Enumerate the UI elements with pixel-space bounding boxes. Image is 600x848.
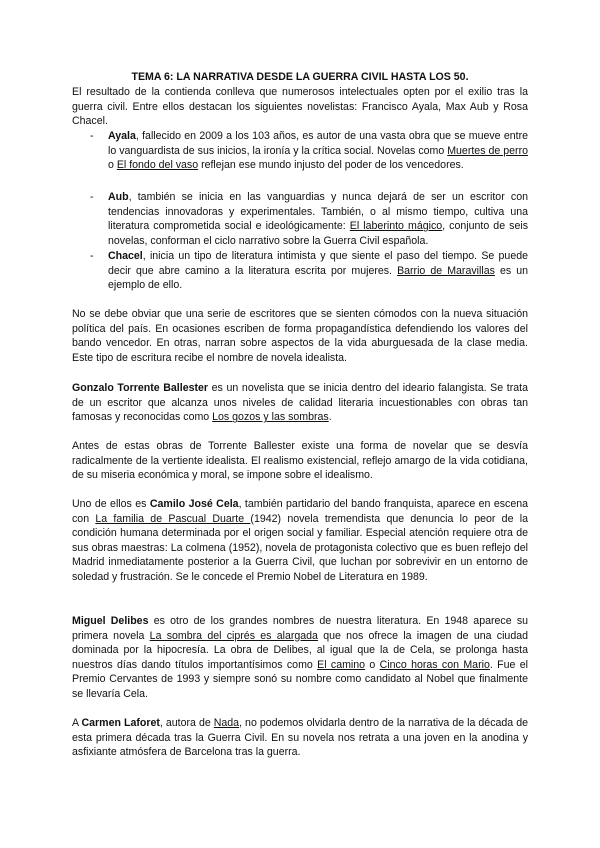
work-title: Muertes de perro (447, 144, 528, 157)
list-bullet: - (90, 191, 94, 203)
text-run: Uno de ellos es (72, 498, 150, 510)
author-name: Gonzalo Torrente Ballester (72, 382, 209, 394)
text-run: , también partidario del bando franquista, aparece en escena con (72, 498, 528, 525)
text-run: A (72, 717, 82, 729)
list-item-text (108, 190, 528, 248)
text-run: , fallecido en 2009 a los 103 años, es autor de una vasta obra que se mueve entre lo vanguardista de sus inicios, la ironía y la crítica social. Novelas como (108, 130, 528, 157)
work-title: Barrio de Maravillas (397, 264, 495, 277)
text-run: , conjunto de seis novelas, conforman el ciclo narrativo sobre la Guerra Civil española. (108, 220, 529, 247)
work-title: Nada (213, 717, 240, 729)
text-run: reflejan ese mundo injusto del poder de los vencedores. (198, 159, 464, 172)
author-name: Aub (108, 191, 129, 203)
cela-paragraph (72, 497, 528, 585)
author-name: Chacel (108, 250, 143, 262)
work-title: El laberinto mágico (349, 220, 443, 233)
delibes-paragraph (72, 614, 528, 702)
list-item-text (108, 129, 528, 173)
work-title: La familia de Pascual Duarte (95, 512, 251, 525)
intro-paragraph: El resultado de la contienda conlleva que numerosos intelectuales opten por el exilio tras la guerra civil. Entre ellos destacan los siguientes novelistas: Francisco Ayala, Max Aub y Rosa Chacel. (72, 86, 528, 128)
author-name: Camilo José Cela (149, 498, 239, 510)
text-run: , no podemos olvidarla dentro de la narrativa de la década de esta primera década tras la Guerra Civil. En su novela nos retrata a una joven en la anodina y asfixiante atmósfera de Barcelona tras la guerra. (72, 717, 528, 759)
text-run: o (108, 159, 117, 172)
list-bullet: - (90, 130, 94, 142)
list-item-text (108, 249, 528, 293)
text-run: que nos ofrece la imagen de una ciudad dominada por la hipocresía. La obra de Delibes, al igual que la de Cela, se prolonga hasta nuestros días dando títulos importantísimos como (72, 629, 528, 671)
author-name: Carmen Laforet (81, 717, 160, 729)
text-run: o (365, 658, 380, 671)
work-title: Cinco horas con Mario (379, 658, 490, 671)
text-run: es otro de los grandes nombres de nuestra literatura. En 1948 aparece su primera novela (72, 615, 529, 642)
work-title: El camino (317, 658, 366, 671)
work-title: El fondo del vaso (116, 159, 199, 172)
text-run: . (328, 411, 332, 424)
text-run: , también se inicia en las vanguardias y nunca dejará de ser un escritor con tendencias innovadoras y experimentales. También, o al mismo tiempo, cultiva una literatura comprometida social e ideológicamente: (108, 191, 528, 233)
work-title: Los gozos y las sombras (212, 411, 329, 424)
text-run: es un ejemplo de ello. (108, 264, 528, 292)
antes-paragraph: Antes de estas obras de Torrente Ballester existe una forma de novelar que se desvía radicalmente de la vertiente idealista. El realismo existencial, reflejo amargo de la vida cotidiana, de su miseria económica y moral, se impone sobre el idealismo. (72, 440, 528, 482)
idealista-paragraph: No se debe obviar que una serie de escritores que se sienten cómodos con la nueva situación política del país. En ocasiones escriben de forma propagandística defendiendo los valores del bando vencedor. En otras, narran sobre aspectos de la vida aburguesada de la clase media. Este tipo de escritura recibe el nombre de novela idealista. (72, 308, 528, 364)
text-run: es un novelista que se inicia dentro del ideario falangista. Se trata de un escritor que alcanza unos niveles de calidad literaria incuestionables con obras tan famosas y reconocidas como (72, 382, 528, 424)
page-title: TEMA 6: LA NARRATIVA DESDE LA GUERRA CIVIL HASTA LOS 50. (131, 71, 469, 83)
text-run: , inicia un tipo de literatura intimista y que siente el paso del tiempo. Se puede decir que abre camino a la literatura escrita por mujeres. (108, 250, 528, 277)
author-name: Ayala (108, 130, 136, 142)
author-name: Miguel Delibes (72, 615, 149, 627)
text-run: (1942) novela tremendista que denuncia lo peor de la condición humana determinada por el origen social y familiar. Especial atención requiere otra de sus obras maestras: La colmena (1952), novela de protagonista colectivo que es buen reflejo del Madrid inmediatamente posterior a la Guerra Civil, que luchan por sobrevivir en un entorno de soledad y frustración. Se le concede el Premio Nobel de Literatura en 1989. (72, 512, 528, 583)
text-run: , autora de (159, 717, 214, 729)
list-bullet: - (90, 250, 94, 262)
work-title: La sombra del ciprés es alargada (149, 629, 318, 642)
laforet-paragraph (72, 716, 528, 760)
torrente-paragraph (72, 381, 528, 425)
text-run: . Fue el Premio Cervantes de 1993 y siempre sonó su nombre como candidato al Nobel que finalmente se llevaría Cela. (72, 658, 528, 700)
